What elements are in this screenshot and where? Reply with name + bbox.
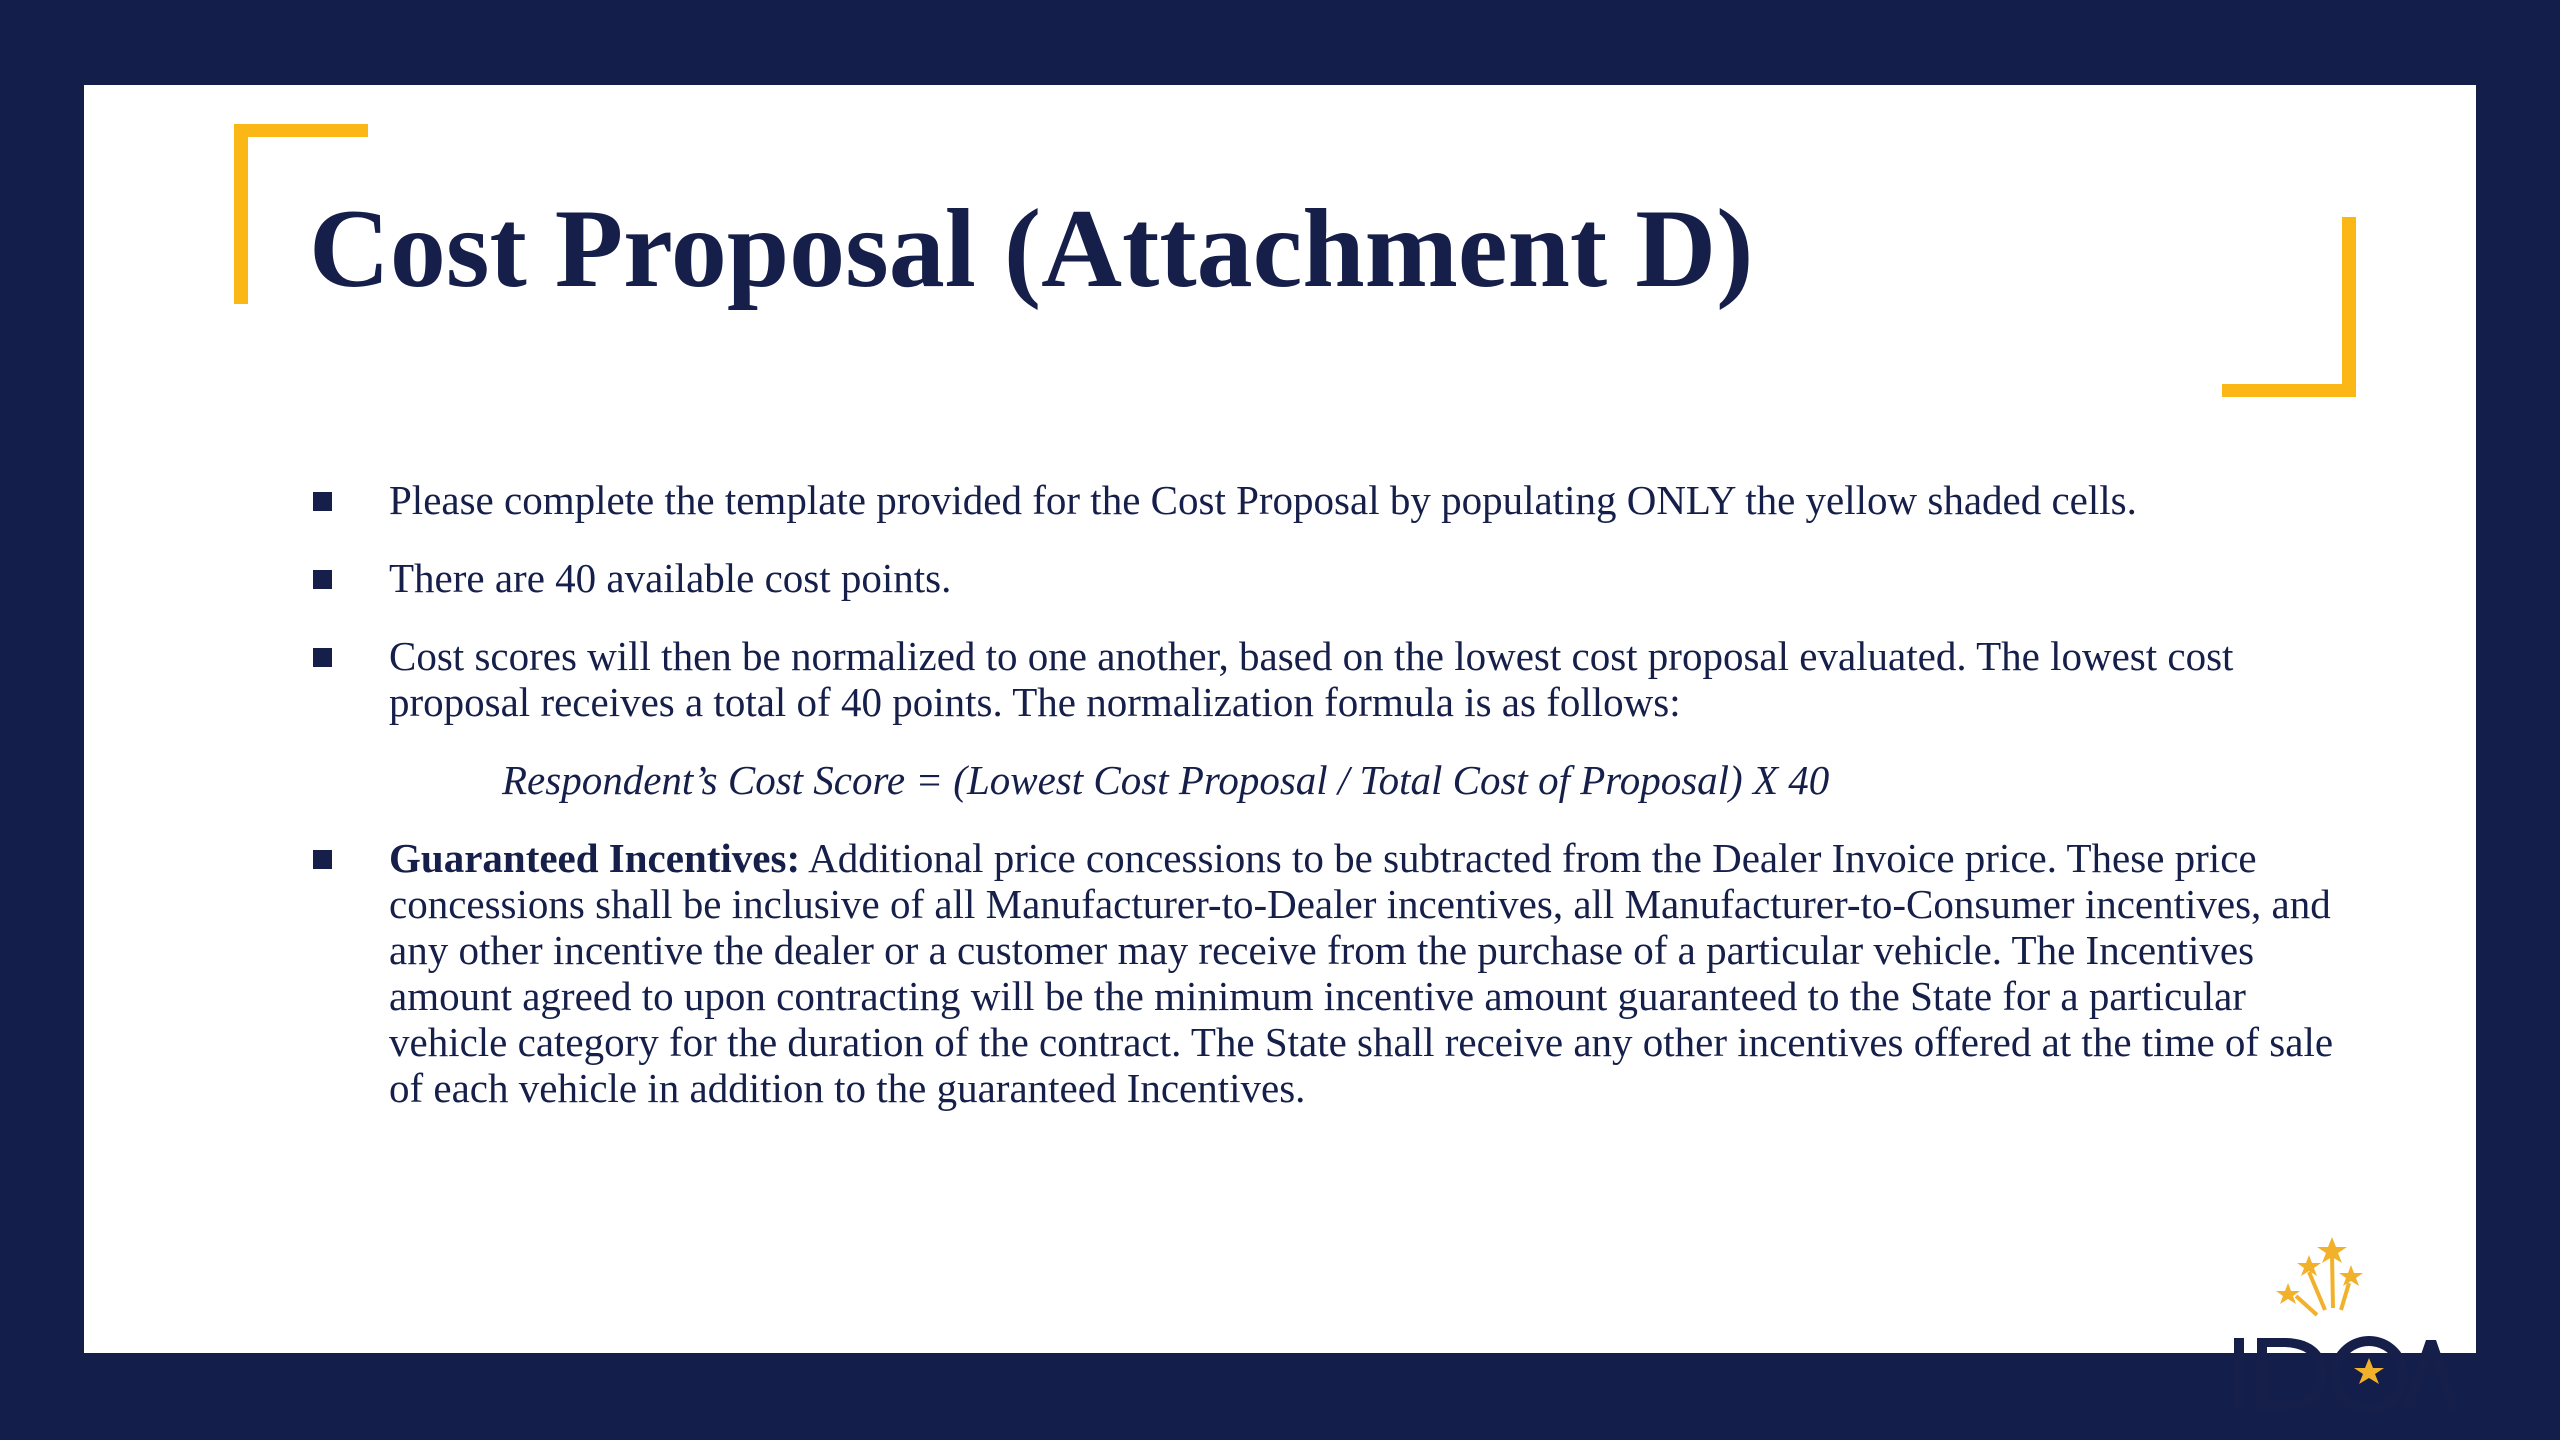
corner-bracket-bottom-right-vertical <box>2342 217 2356 397</box>
corner-bracket-top-left-horizontal <box>234 124 368 137</box>
bullet-text: Please complete the template provided for the Cost Proposal by populating ONLY the yellow shaded cells. <box>389 477 2137 523</box>
list-item <box>309 555 2349 601</box>
square-bullet-icon <box>313 570 332 589</box>
incentives-label: Guaranteed Incentives: <box>389 835 801 881</box>
normalization-formula: Respondent’s Cost Score = (Lowest Cost Proposal / Total Cost of Proposal) X 40 <box>502 757 1830 803</box>
idoa-logo <box>2229 1220 2459 1420</box>
square-bullet-icon <box>313 492 332 511</box>
square-bullet-icon <box>313 648 332 667</box>
corner-bracket-top-left-vertical <box>234 124 248 304</box>
page-title: Cost Proposal (Attachment D) <box>309 187 1754 311</box>
square-bullet-icon <box>313 850 332 869</box>
incentives-text: Additional price concessions to be subtracted from the Dealer Invoice price. These price concessions shall be inclusive of all Manufacturer-to-Dealer incentives, all Manufacturer-to-Consumer incentives, and any other incentive the dealer or a customer may receive from the purchase of a particular vehicle. The Incentives amount agreed to upon contracting will be the minimum incentive amount guaranteed to the State for a particular vehicle category for the duration of the contract. The State shall receive any other incentives offered at the time of sale of each vehicle in addition to the guaranteed Incentives. <box>389 835 2334 1111</box>
bullet-list <box>309 477 2349 1143</box>
list-item <box>309 477 2349 523</box>
list-item <box>309 633 2349 725</box>
bullet-text: Cost scores will then be normalized to one another, based on the lowest cost proposal evaluated. The lowest cost proposal receives a total of 40 points. The normalization formula is as follows: <box>389 633 2234 725</box>
slide <box>84 85 2476 1353</box>
list-item <box>309 835 2349 1111</box>
star-burst-icon <box>2276 1237 2363 1315</box>
corner-bracket-bottom-right-horizontal <box>2222 384 2356 397</box>
bullet-text: There are 40 available cost points. <box>389 555 952 601</box>
